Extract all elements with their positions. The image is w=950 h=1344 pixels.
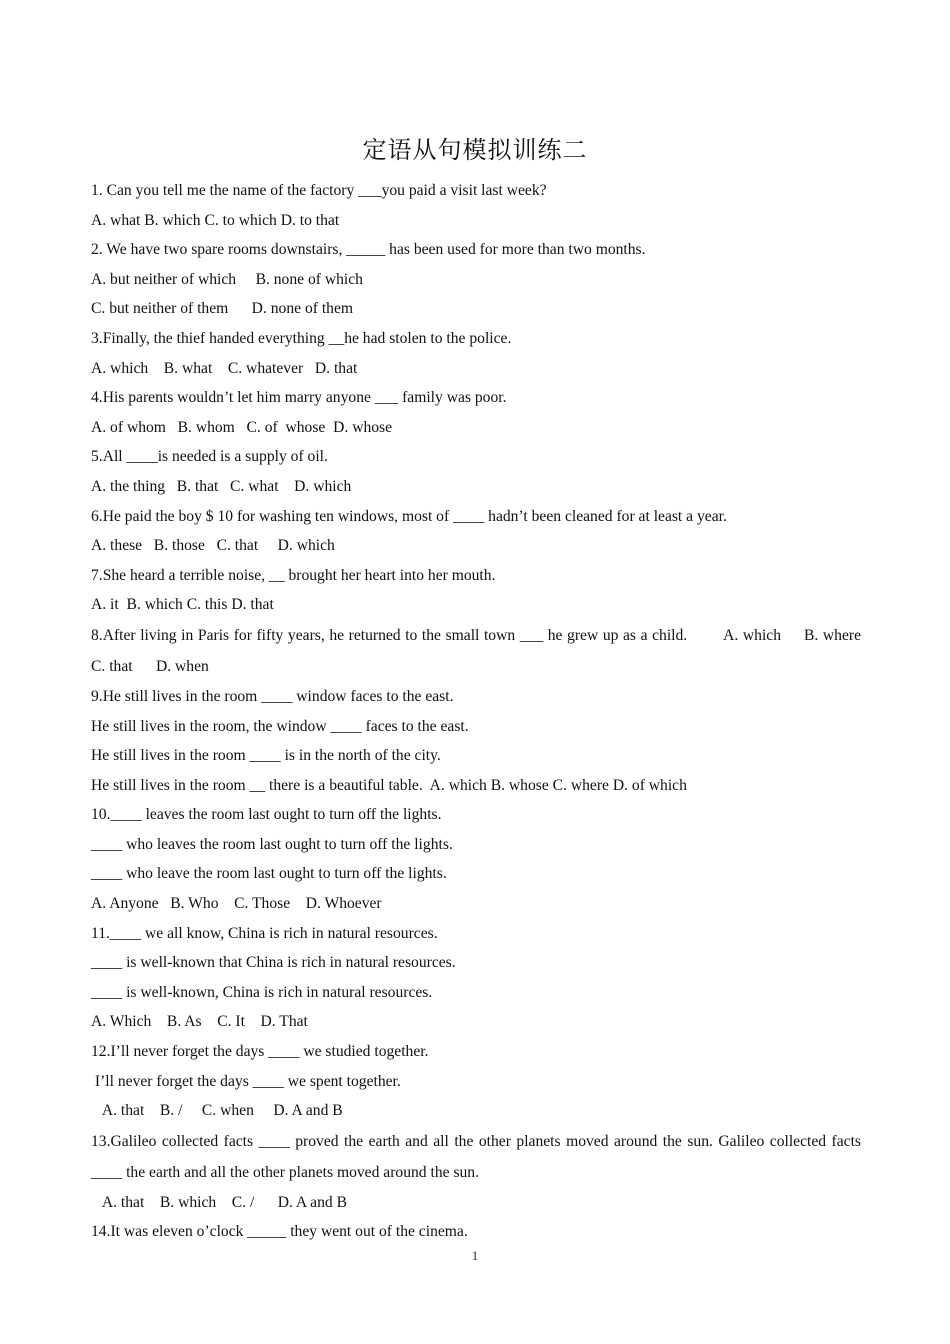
question-1-options: A. what B. which C. to which D. to that xyxy=(91,211,340,229)
question-10-sentence-1: 10.____ leaves the room last ought to turn off the lights. xyxy=(91,806,442,824)
question-11-sentence-3: ____ is well-known, China is rich in natural resources. xyxy=(91,983,433,1001)
question-10-sentence-2: ____ who leaves the room last ought to turn off the lights. xyxy=(91,835,453,853)
question-2-options-b: C. but neither of them D. none of them xyxy=(91,300,354,318)
question-12-options: A. that B. / C. when D. A and B xyxy=(91,1102,343,1120)
question-4-options: A. of whom B. whom C. of whose D. whose xyxy=(91,418,393,436)
question-9-sentence-3: He still lives in the room ____ is in the north of the city. xyxy=(91,747,441,765)
question-6: 6.He paid the boy $ 10 for washing ten windows, most of ____ hadn’t been cleaned for at least a year. xyxy=(91,507,727,525)
question-3: 3.Finally, the thief handed everything __he had stolen to the police. xyxy=(91,329,512,347)
question-12-sentence-2: I’ll never forget the days ____ we spent together. xyxy=(91,1072,401,1090)
question-2-options-a: A. but neither of which B. none of which xyxy=(91,270,363,288)
document-title: 定语从句模拟训练二 xyxy=(362,136,588,164)
question-10-sentence-3: ____ who leave the room last ought to turn off the lights. xyxy=(91,865,447,883)
question-14: 14.It was eleven o’clock _____ they went out of the cinema. xyxy=(91,1223,468,1241)
question-4: 4.His parents wouldn’t let him marry anyone ___ family was poor. xyxy=(91,389,507,407)
question-11-sentence-1: 11.____ we all know, China is rich in natural resources. xyxy=(91,924,438,942)
question-9-sentence-4-options: He still lives in the room __ there is a beautiful table. A. which B. whose C. where D. of which xyxy=(91,776,687,794)
page-number: 1 xyxy=(471,1248,479,1263)
question-7: 7.She heard a terrible noise, __ brought her heart into her mouth. xyxy=(91,566,496,584)
question-5: 5.All ____is needed is a supply of oil. xyxy=(91,448,328,466)
question-7-options: A. it B. which C. this D. that xyxy=(91,596,274,614)
question-10-options: A. Anyone B. Who C. Those D. Whoever xyxy=(91,895,382,913)
question-3-options: A. which B. what C. whatever D. that xyxy=(91,359,358,377)
question-6-options: A. these B. those C. that D. which xyxy=(91,537,335,555)
question-5-options: A. the thing B. that C. what D. which xyxy=(91,477,352,495)
question-2: 2. We have two spare rooms downstairs, _____ has been used for more than two months. xyxy=(91,241,646,259)
question-9-sentence-1: 9.He still lives in the room ____ window faces to the east. xyxy=(91,687,454,705)
question-13-options: A. that B. which C. / D. A and B xyxy=(91,1193,348,1211)
question-11-sentence-2: ____ is well-known that China is rich in natural resources. xyxy=(91,954,456,972)
question-9-sentence-2: He still lives in the room, the window ____ faces to the east. xyxy=(91,717,469,735)
question-list xyxy=(91,176,885,1247)
question-13-sentences: 13.Galileo collected facts ____ proved the earth and all the other planets moved around the sun. Galileo collected facts ____ the earth and all the other planets moved around the sun. xyxy=(91,1132,865,1181)
question-8-with-options: 8.After living in Paris for fifty years, he returned to the small town ___ he grew up as a child. A. which B. where C. that D. when xyxy=(91,626,885,675)
question-11-options: A. Which B. As C. It D. That xyxy=(91,1013,308,1031)
question-1: 1. Can you tell me the name of the factory ___you paid a visit last week? xyxy=(91,182,547,199)
question-12-sentence-1: 12.I’ll never forget the days ____ we studied together. xyxy=(91,1043,429,1061)
